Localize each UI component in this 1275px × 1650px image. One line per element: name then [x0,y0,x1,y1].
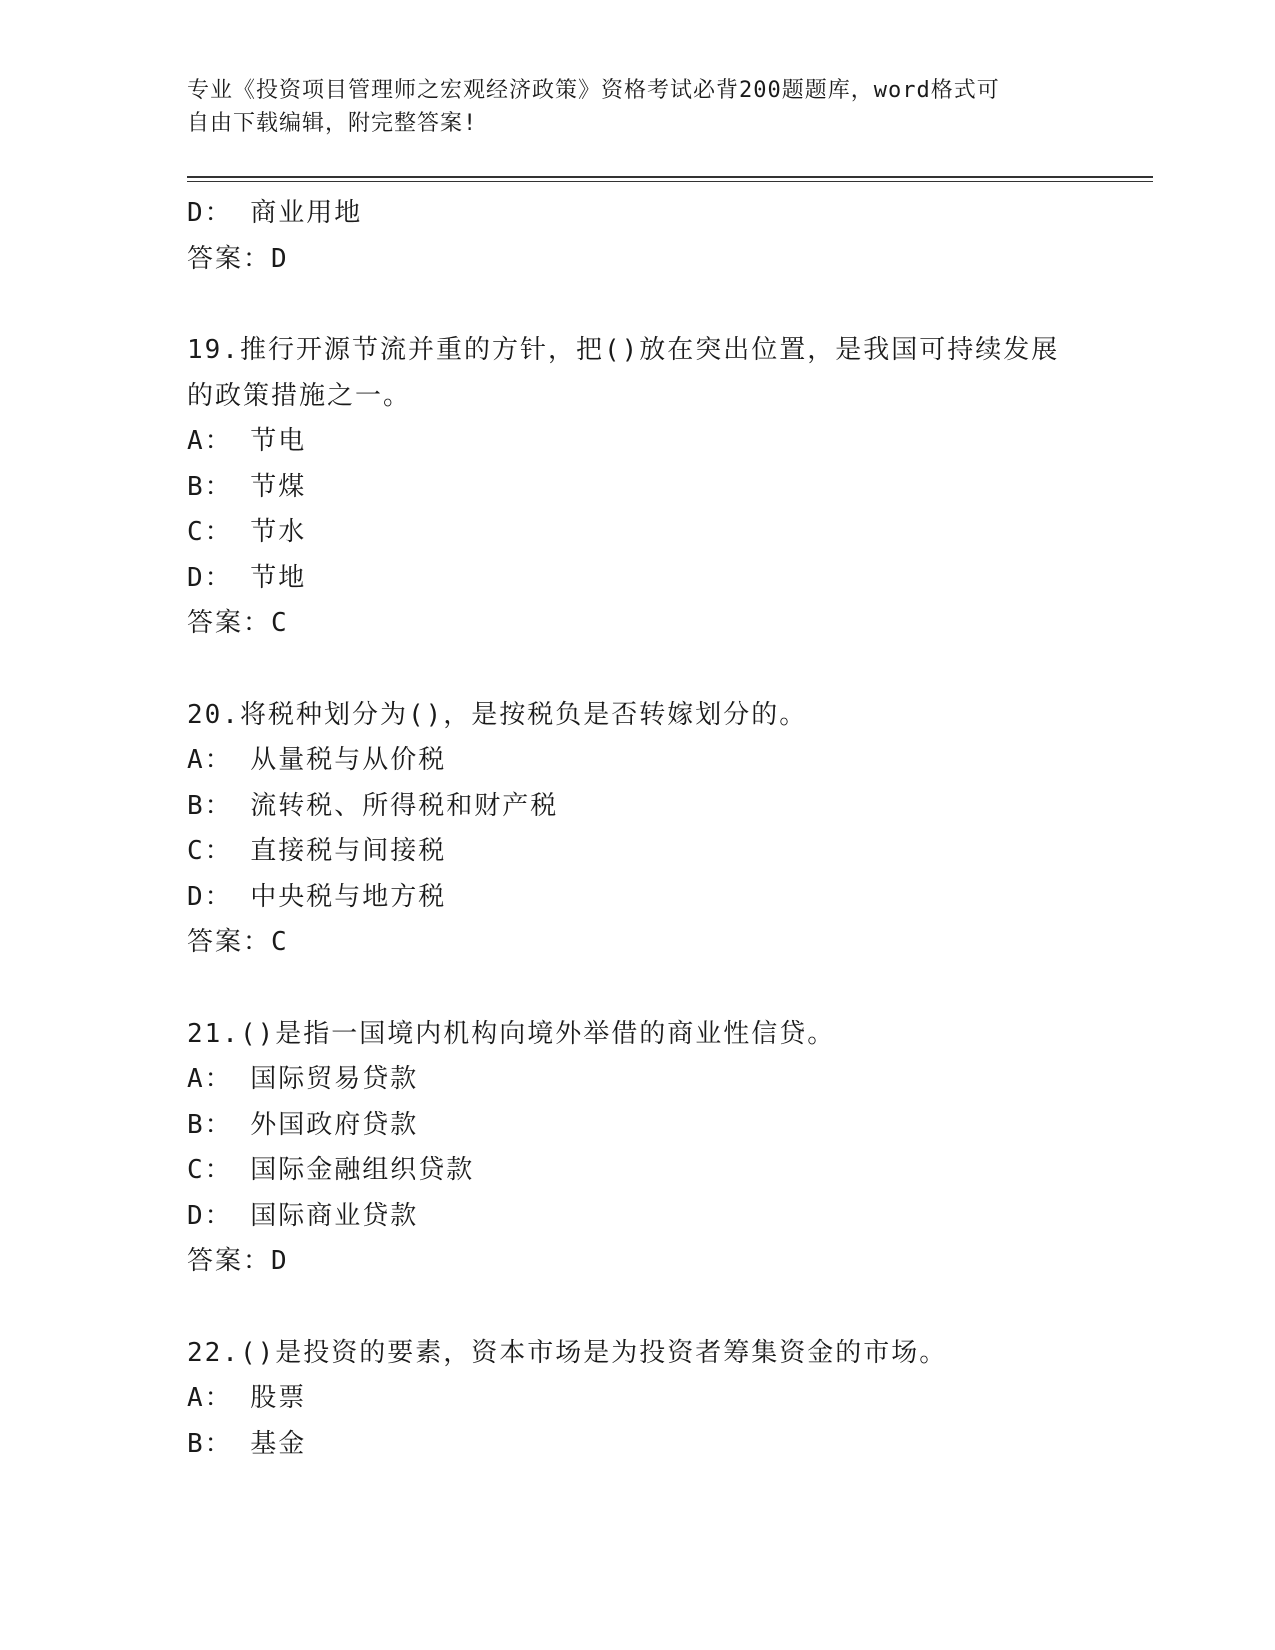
question-stem: 20.将税种划分为()，是按税负是否转嫁划分的。 [187,699,808,730]
option-a: A： 股票 [187,1383,307,1413]
option-d: D： 中央税与地方税 [187,881,447,912]
answer-label: 答案： [187,608,272,638]
option-b: B： 外国政府贷款 [187,1109,419,1140]
spacer [187,647,1087,693]
option-d: D： 商业用地 [187,198,363,228]
answer-line [187,1239,1087,1285]
question-stem: 22.()是投资的要素，资本市场是为投资者筹集资金的市场。 [187,1337,948,1368]
option-c: C： 国际金融组织贷款 [187,1155,475,1185]
spacer [187,966,1087,1012]
answer-value: C [271,608,289,638]
answer-line [187,920,1087,966]
option-c: C： 直接税与间接税 [187,836,447,866]
question-20 [187,693,1087,966]
option-b: B： 基金 [187,1428,307,1459]
header-divider-top [187,176,1153,178]
spacer [187,282,1087,328]
question-list [187,191,1087,1467]
answer-label: 答案： [187,1246,272,1276]
answer-value: D [271,1246,289,1276]
answer-label: 答案： [187,927,272,957]
question-21 [187,1012,1087,1285]
option-b: B： 节煤 [187,471,307,502]
answer-label: 答案： [187,243,272,274]
option-a: A： 从量税与从价税 [187,745,447,775]
question-stem: 21.()是指一国境内机构向境外举借的商业性信贷。 [187,1018,836,1049]
option-c: C： 节水 [187,517,307,547]
answer-line [187,601,1087,647]
option-d: D： 节地 [187,562,307,593]
question-19 [187,328,1087,647]
answer-line [187,237,1087,283]
document-header [187,74,1087,140]
header-title-line-2: 自由下载编辑，附完整答案! [187,111,478,136]
option-d: D： 国际商业贷款 [187,1200,419,1231]
header-title-line-1: 专业《投资项目管理师之宏观经济政策》资格考试必背200题题库，word格式可 [187,78,1000,103]
spacer [187,1285,1087,1331]
header-divider-bottom [187,181,1153,182]
question-stem-line-2: 的政策措施之一。 [187,380,412,411]
option-a: A： 国际贸易贷款 [187,1064,419,1094]
answer-value: C [271,927,289,957]
answer-value: D [271,243,289,274]
question-22 [187,1331,1087,1468]
option-a: A： 节电 [187,426,307,456]
option-b: B： 流转税、所得税和财产税 [187,790,559,821]
question-stem-line-1: 19.推行开源节流并重的方针，把()放在突出位置，是我国可持续发展 [187,335,1060,365]
